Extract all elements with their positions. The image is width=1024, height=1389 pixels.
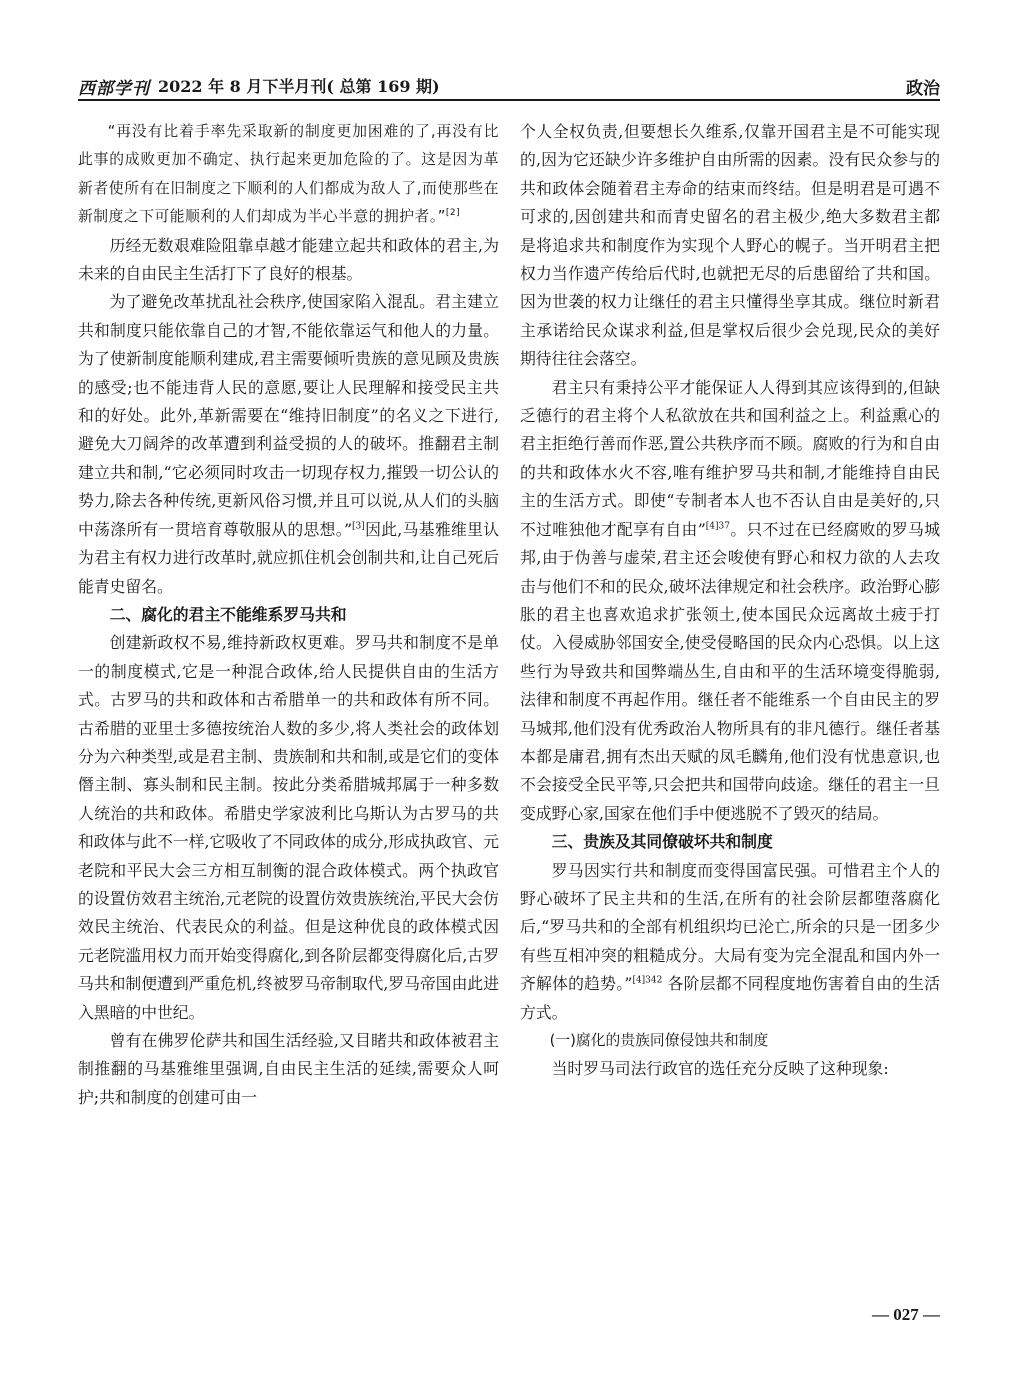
paragraph: 当时罗马司法行政官的选任充分反映了这种现象: <box>551 1059 889 1079</box>
left-column <box>78 118 499 1112</box>
section-label: 政治 <box>906 79 940 99</box>
paragraph <box>520 374 940 829</box>
paragraph <box>520 857 940 1027</box>
citation: [2] <box>445 208 461 219</box>
paragraph-text: 。只不过在已经腐败的罗马城邦,由于伪善与虚荣,君主还会唆使有野心和权力欲的人去攻击与他们不和的民众,破坏法律规定和社会秩序。政治野心膨胀的君主也喜欢追求扩张领土,使本国民众远离故土疲于打仗。入侵威胁邻国安全,使受侵略国的民众内心恐惧。以上这些行为导致共和国弊端丛生,自由和平的生活环境变得脆弱,法律和制度不再起作用。继任者不能维系一个自由民主的罗马城邦,他们没有优秀政治人物所具有的非凡德行。继任者基本都是庸君,拥有杰出天赋的凤毛麟角,他们没有忧患意识,也不会接受全民平等,只会把共和国带向歧途。继任的君主一旦变成野心家,国家在他们手中便逃脱不了毁灭的结局。 <box>520 519 940 823</box>
page-header <box>78 70 940 104</box>
paragraph: 曾有在佛罗伦萨共和国生活经验,又目睹共和政体被君主制推翻的马基雅维里强调,自由民主生活的延续,需要众人呵护;共和制度的创建可由一 <box>78 1031 499 1107</box>
subsection-heading: (一)腐化的贵族同僚侵蚀共和制度 <box>549 1032 769 1049</box>
citation: [4]37 <box>705 521 730 532</box>
quote-paragraph <box>78 118 499 232</box>
section-heading: 三、贵族及其同僚破坏共和制度 <box>551 832 773 852</box>
header-rule <box>78 99 940 101</box>
right-column <box>520 118 940 1084</box>
journal-name: 西部学刊 <box>78 79 150 99</box>
section-heading: 二、腐化的君主不能维系罗马共和 <box>109 604 347 624</box>
paragraph: 历经无数艰难险阻靠卓越才能建立起共和政体的君主,为未来的自由民主生活打下了良好的根基。 <box>78 235 499 284</box>
citation: [4]342 <box>632 975 663 986</box>
citation: [3] <box>352 521 365 532</box>
quote-text: “再没有比着手率先采取新的制度更加困难的了,再没有比此事的成败更加不确定、执行起来更加危险的了。这是因为革新者使所有在旧制度之下顺利的人们都成为敌人了,而使那些在新制度之下可能顺利的人们却成为半心半意的拥护者。” <box>78 123 499 226</box>
paragraph-text: 为了避免改革扰乱社会秩序,使国家陷入混乱。君主建立共和制度只能依靠自己的才智,不能依靠运气和他人的力量。为了使新制度能顺利建成,君主需要倾听贵族的意见顾及贵族的感受;也不能违背人民的意愿,要让人民理解和接受民主共和的好处。此外,革新需要在“维持旧制度”的名义之下进行,避免大刀阔斧的改革遭到利益受损的人的破坏。推翻君主制建立共和制,“它必须同时攻击一切现存权力,摧毁一切公认的势力,除去各种传统,更新风俗习惯,并且可以说,从人们的头脑中荡涤所有一贯培育尊敬服从的思想。” <box>78 292 499 539</box>
paragraph-text: 君主只有秉持公平才能保证人人得到其应该得到的,但缺乏德行的君主将个人私欲放在共和国利益之上。利益熏心的君主拒绝行善而作恶,置公共秩序而不顾。腐败的行为和自由的共和政体水火不容,唯有维护罗马共和制,才能维持自由民主的生活方式。即使“专制者本人也不否认自由是美好的,只不过唯独他才配享有自由” <box>520 377 940 539</box>
paragraph: 个人全权负责,但要想长久维系,仅靠开国君主是不可能实现的,因为它还缺少许多维护自由所需的因素。没有民众参与的共和政体会随着君主寿命的结束而终结。但是明君是可遇不可求的,因创建共和而青史留名的君主极少,绝大多数君主都是将追求共和制度作为实现个人野心的幌子。当开明君主把权力当作遗产传给后代时,也就把无尽的后患留给了共和国。因为世袭的权力让继任的君主只懂得坐享其成。继位时新君主承诺给民众谋求利益,但是掌权后很少会兑现,民众的美好期待往往会落空。 <box>520 122 940 369</box>
paragraph: 创建新政权不易,维持新政权更难。罗马共和制度不是单一的制度模式,它是一种混合政体,给人民提供自由的生活方式。古罗马的共和政体和古希腊单一的共和政体有所不同。古希腊的亚里士多德按统治人数的多少,将人类社会的政体划分为六种类型,或是君主制、贵族制和共和制,或是它们的变体僭主制、寡头制和民主制。按此分类希腊城邦属于一种多数人统治的共和政体。希腊史学家波利比乌斯认为古罗马的共和政体与此不一样,它吸收了不同政体的成分,形成执政官、元老院和平民大会三方相互制衡的混合政体模式。两个执政官的设置仿效君主统治,元老院的设置仿效贵族统治,平民大会仿效民主统治、代表民众的利益。但是这种优良的政体模式因元老院滥用权力而开始变得腐化,到各阶层都变得腐化后,古罗马共和制便遭到严重危机,终被罗马帝制取代,罗马帝国由此进入黑暗的中世纪。 <box>78 633 499 1022</box>
page-number: — 027 — <box>872 1305 940 1324</box>
paragraph-text: 各阶层都不同程度地伤害着自由的生活方式。 <box>520 974 940 1022</box>
paragraph-text: 罗马因实行共和制度而变得国富民强。可惜君主个人的野心破坏了民主共和的生活,在所有的社会阶层都堕落腐化后,“罗马共和的全部有机组织均已沦亡,所余的只是一团多少有些互相冲突的粗糙成分。大局有变为完全混乱和国内外一齐解体的趋势。” <box>520 860 940 994</box>
issue-info: 2022 年 8 月下半月刊( 总第 169 期) <box>158 77 440 96</box>
paragraph-text: 因此,马基雅维里认为君主有权力进行改革时,就应抓住机会创制共和,让自己死后能青史留名。 <box>78 519 499 596</box>
paragraph <box>78 288 499 600</box>
